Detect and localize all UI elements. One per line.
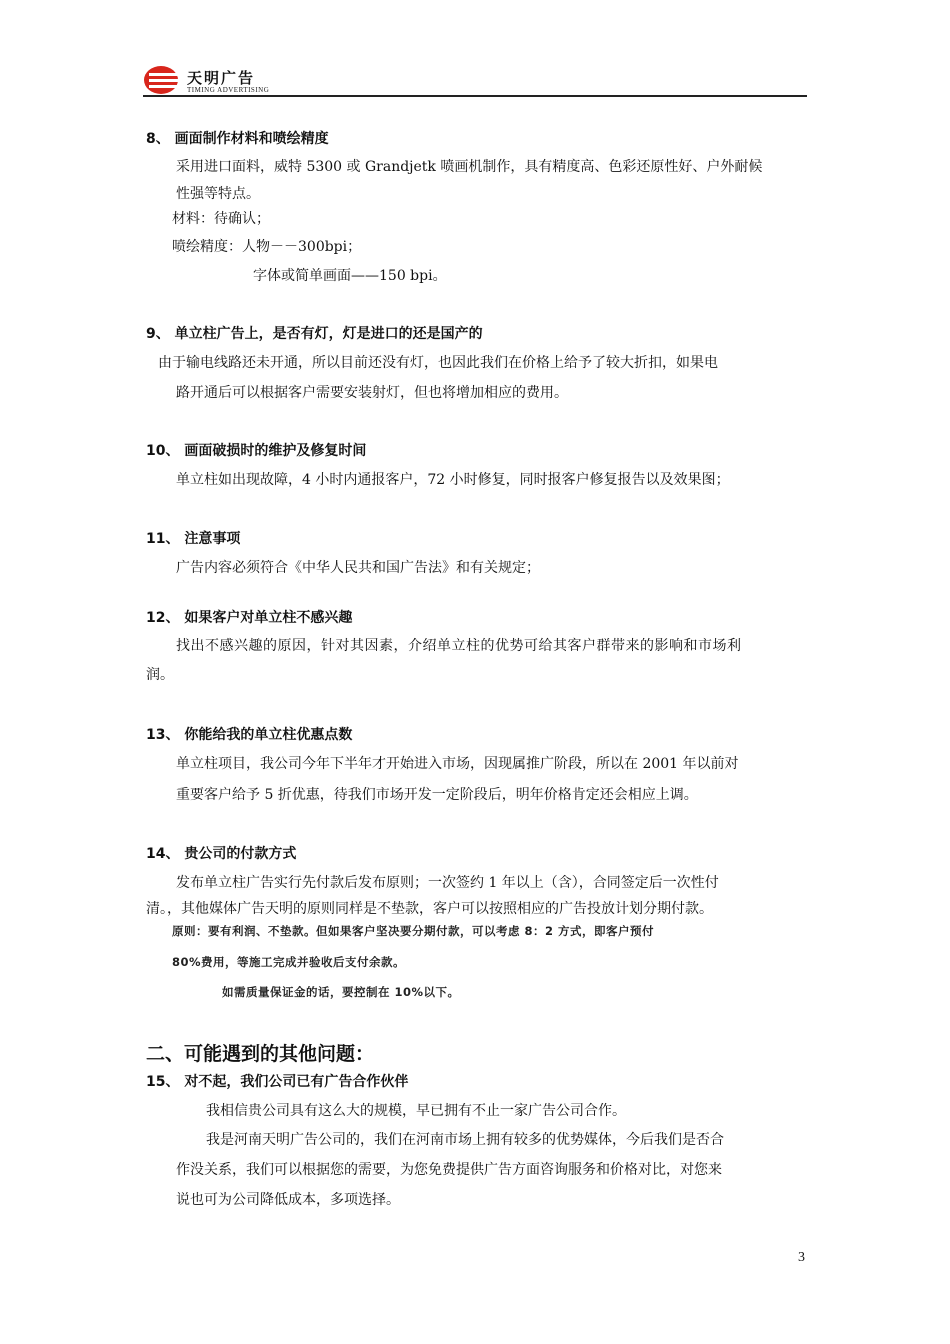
- section-9-text-line-2: 路开通后可以根据客户需要安装射灯，但也将增加相应的费用。: [176, 385, 568, 401]
- section-15-text-line-2: 我是河南天明广告公司的，我们在河南市场上拥有较多的优势媒体，今后我们是否合: [206, 1132, 724, 1148]
- section-14-note-line-2: 80%费用，等施工完成并验收后支付余款。: [172, 955, 406, 969]
- page-header: [143, 64, 807, 98]
- section-15-heading: 15、 对不起，我们公司已有广告合作伙伴: [146, 1074, 409, 1090]
- section-9-text-line-1: 由于输电线路还未开通，所以目前还没有灯，也因此我们在价格上给予了较大折扣，如果电: [158, 355, 718, 371]
- section-9-heading: 9、 单立柱广告上，是否有灯，灯是进口的还是国产的: [146, 326, 483, 342]
- section-14-note-line-1: 原则：要有利润、不垫款。但如果客户坚决要分期付款，可以考虑 8：2 方式，即客户预付: [172, 924, 655, 938]
- section-15-text-line-4: 说也可为公司降低成本，多项选择。: [176, 1192, 400, 1208]
- part-2-title: 二、可能遇到的其他问题：: [146, 1043, 375, 1065]
- section-10-text-line-1: 单立柱如出现故障，4 小时内通报客户，72 小时修复，同时报客户修复报告以及效果图；: [176, 472, 730, 488]
- section-14-note-line-3: 如需质量保证金的话，要控制在 10%以下。: [222, 985, 460, 999]
- section-12-text-line-2: 润。: [146, 667, 174, 683]
- section-14-heading: 14、 贵公司的付款方式: [146, 846, 297, 862]
- logo-chinese-name: 天明广告: [187, 69, 256, 87]
- logo-english-name: TIMING ADVERTISING: [187, 86, 270, 94]
- section-11-text-line-1: 广告内容必须符合《中华人民共和国广告法》和有关规定；: [176, 560, 540, 576]
- page-number: 3: [798, 1250, 805, 1265]
- timing-logo-icon: [143, 64, 183, 96]
- section-8-precision-text: 字体或简单画面——150 bpi。: [253, 268, 447, 284]
- section-12-heading: 12、 如果客户对单立柱不感兴趣: [146, 610, 353, 626]
- section-8-heading: 8、 画面制作材料和喷绘精度: [146, 131, 329, 147]
- section-13-text-line-2: 重要客户给予 5 折优惠，待我们市场开发一定阶段后，明年价格肯定还会相应上调。: [176, 787, 698, 803]
- section-11-heading: 11、 注意事项: [146, 531, 241, 547]
- section-8-text-line-1: 采用进口面料，威特 5300 或 Grandjetk 喷画机制作，具有精度高、色彩还原性好、户外耐候: [176, 159, 763, 175]
- section-8-material: 材料：待确认；: [172, 211, 270, 227]
- section-15-text-line-3: 作没关系，我们可以根据您的需要，为您免费提供广告方面咨询服务和价格对比，对您来: [176, 1162, 722, 1178]
- section-15-text-line-1: 我相信贵公司具有这么大的规模，早已拥有不止一家广告公司合作。: [206, 1103, 626, 1119]
- section-14-text-line-2: 清。，其他媒体广告天明的原则同样是不垫款，客户可以按照相应的广告投放计划分期付款。: [146, 901, 713, 917]
- section-8-precision-portrait: 喷绘精度：人物－－300bpi；: [172, 239, 362, 255]
- section-13-text-line-1: 单立柱项目，我公司今年下半年才开始进入市场，因现属推广阶段，所以在 2001 年以前对: [176, 756, 739, 772]
- section-8-text-line-2: 性强等特点。: [176, 186, 260, 202]
- section-12-text-line-1: 找出不感兴趣的原因，针对其因素，介绍单立柱的优势可给其客户群带来的影响和市场利: [176, 638, 742, 654]
- section-13-heading: 13、 你能给我的单立柱优惠点数: [146, 727, 353, 743]
- section-10-heading: 10、 画面破损时的维护及修复时间: [146, 443, 367, 459]
- section-14-text-line-1: 发布单立柱广告实行先付款后发布原则；一次签约 1 年以上（含），合同签定后一次性付: [176, 875, 719, 891]
- header-divider: [143, 95, 807, 97]
